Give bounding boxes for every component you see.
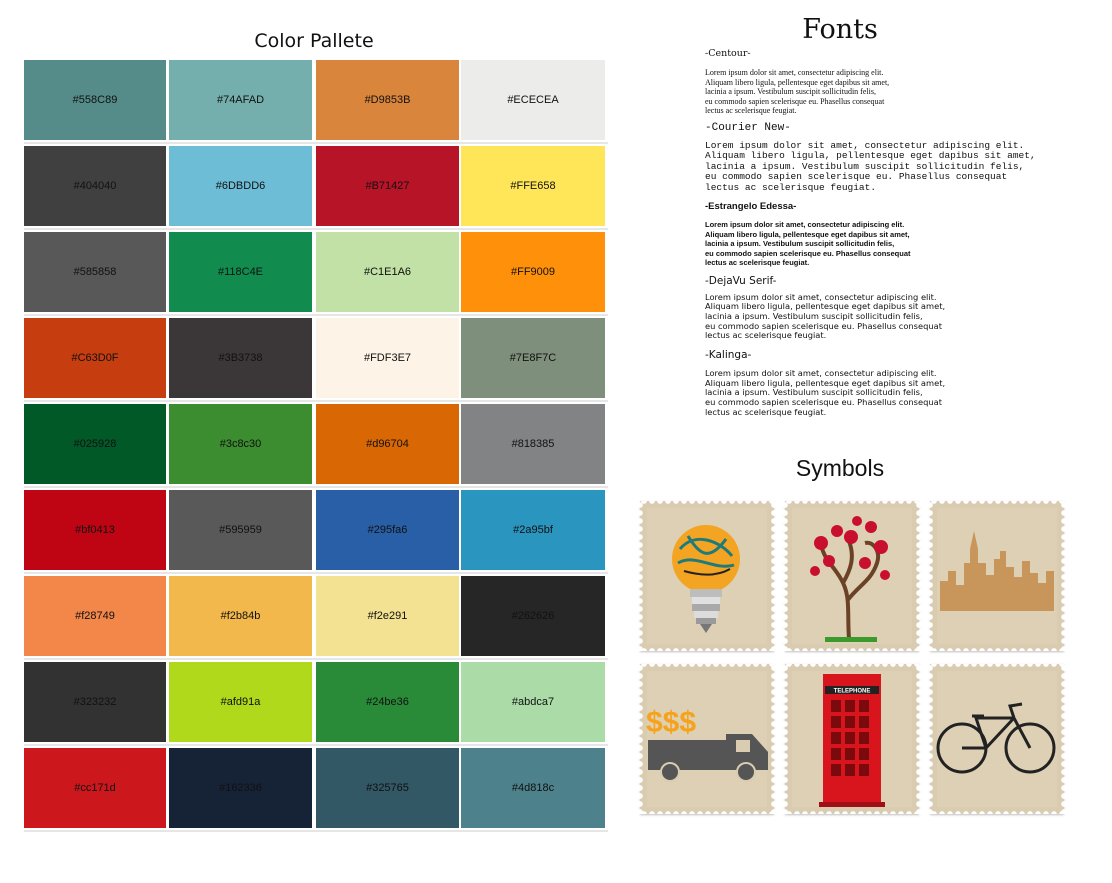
- color-swatch: [24, 404, 166, 484]
- color-swatch: [24, 662, 166, 742]
- font-sample-text: [705, 68, 1100, 116]
- palette-row: [24, 318, 608, 404]
- font-sample-line: Aliquam libero ligula, pellentesque eget dapibus sit amet,: [705, 377, 946, 388]
- color-swatch-label: #818385: [511, 438, 555, 450]
- bicycle-icon: [930, 664, 1064, 814]
- color-swatch-label: #262626: [511, 610, 555, 622]
- font-sample-line: Aliquam libero ligula, pellentesque eget dapibus sit amet,: [705, 150, 1036, 161]
- color-swatch-label: #2a95bf: [513, 524, 553, 536]
- font-sample-line: lacinia a ipsum. Vestibulum suscipit sollicitudin felis,: [705, 160, 1025, 172]
- color-swatch-label: #abdca7: [511, 696, 555, 708]
- color-swatch-label: #FDF3E7: [363, 352, 412, 364]
- palette-title: Color Pallete: [254, 30, 374, 52]
- telephone-sign: TELEPHONE: [833, 688, 871, 695]
- color-swatch-label: #118C4E: [217, 266, 264, 278]
- color-swatch: [316, 318, 459, 398]
- font-sample-line: eu commodo sapien scelerisque eu. Phasellus consequat: [705, 248, 911, 258]
- color-swatch-label: #bf0413: [75, 524, 115, 536]
- font-sample-name: -Kalinga-: [705, 349, 752, 362]
- color-swatch-label: #585858: [73, 266, 117, 278]
- font-sample-text: [705, 141, 1100, 194]
- font-sample-line: lacinia a ipsum. Vestibulum suscipit sollicitudin felis,: [705, 310, 923, 321]
- color-swatch: [169, 318, 312, 398]
- palette-row: [24, 662, 608, 748]
- color-swatch-label: #595959: [219, 524, 262, 536]
- font-sample-line: lectus ac scelerisque feugiat.: [705, 106, 797, 115]
- font-sample-name: -Centour-: [705, 48, 751, 59]
- color-swatch: [24, 490, 166, 570]
- font-sample-centour: [705, 48, 1100, 116]
- font-sample-text: [705, 293, 1100, 342]
- font-sample-dejavu: [705, 275, 1100, 342]
- font-sample-line: lacinia a ipsum. Vestibulum suscipit sollicitudin felis,: [705, 239, 895, 248]
- font-sample-line: Lorem ipsum dolor sit amet, consectetur adipiscing elit.: [705, 291, 937, 302]
- color-swatch: [169, 404, 312, 484]
- city-skyline-icon: [930, 501, 1064, 651]
- color-swatch: [461, 576, 605, 656]
- color-swatch: [461, 60, 605, 140]
- color-swatch: [24, 318, 166, 398]
- color-swatch-label: #6DBDD6: [215, 180, 266, 192]
- color-swatch: [316, 232, 459, 312]
- stamp-light-bulb: [640, 501, 774, 651]
- color-swatch-label: #B71427: [365, 180, 410, 192]
- font-sample-line: lectus ac scelerisque feugiat.: [705, 330, 827, 341]
- truck-dollar-signs: $$$: [646, 706, 697, 739]
- font-sample-name: -Courier New-: [705, 121, 791, 134]
- color-swatch-label: #C63D0F: [71, 352, 119, 364]
- font-sample-line: eu commodo sapien scelerisque eu. Phasellus consequat: [705, 320, 942, 331]
- color-swatch-label: #FFE658: [510, 180, 556, 192]
- palette-row: [24, 146, 608, 232]
- font-sample-line: Aliquam libero ligula, pellentesque eget dapibus sit amet,: [705, 77, 890, 87]
- color-swatch-label: #4d818c: [511, 782, 555, 794]
- stamp-tree: [785, 501, 919, 651]
- color-swatch: [316, 490, 459, 570]
- color-swatch-label: #f2b84b: [220, 610, 261, 622]
- color-swatch-label: #558C89: [72, 94, 118, 106]
- color-swatch-label: #FF9009: [510, 266, 556, 278]
- color-swatch: [24, 748, 166, 828]
- color-swatch: [169, 60, 312, 140]
- palette-row: [24, 404, 608, 490]
- palette-row: [24, 232, 608, 318]
- symbols-grid: [640, 498, 1064, 870]
- color-swatch-label: #7E8F7C: [509, 352, 557, 364]
- color-swatch-label: #3B3738: [218, 352, 263, 364]
- font-sample-line: Lorem ipsum dolor sit amet, consectetur adipiscing elit.: [705, 139, 1025, 151]
- font-sample-line: lectus ac scelerisque feugiat.: [705, 258, 810, 267]
- color-swatch-label: #025928: [73, 438, 117, 450]
- color-swatch: [461, 662, 605, 742]
- color-swatch: [316, 146, 459, 226]
- color-swatch: [316, 576, 459, 656]
- color-swatch-label: #74AFAD: [216, 94, 265, 106]
- color-swatch: [316, 404, 459, 484]
- color-swatch: [24, 60, 166, 140]
- color-swatch: [24, 576, 166, 656]
- stamp-telephone-booth: [785, 664, 919, 814]
- color-swatch: [461, 232, 605, 312]
- color-swatch: [316, 662, 459, 742]
- color-swatch-label: #cc171d: [74, 782, 116, 794]
- light-bulb-icon: [640, 501, 774, 651]
- font-sample-line: Lorem ipsum dolor sit amet, consectetur adipiscing elit.: [705, 68, 884, 77]
- font-sample-text: [705, 220, 1100, 268]
- stamp-bicycle: [930, 664, 1064, 814]
- stamp-city-skyline: [930, 501, 1064, 651]
- font-sample-line: Aliquam libero ligula, pellentesque eget dapibus sit amet,: [705, 229, 910, 239]
- color-swatch-label: #d96704: [366, 438, 409, 450]
- color-swatch-label: #afd91a: [220, 696, 261, 708]
- color-swatch: [24, 232, 166, 312]
- font-sample-kalinga: [705, 349, 1100, 418]
- telephone-booth-icon: [785, 664, 919, 814]
- font-sample-name: -Estrangelo Edessa-: [705, 201, 797, 212]
- symbols-title: Symbols: [795, 455, 885, 481]
- font-sample-line: lacinia a ipsum. Vestibulum suscipit sollicitudin felis,: [705, 87, 876, 96]
- color-swatch: [169, 146, 312, 226]
- font-sample-line: Lorem ipsum dolor sit amet, consectetur adipiscing elit.: [705, 368, 937, 379]
- font-sample-line: eu commodo sapien scelerisque eu. Phasellus consequat: [705, 171, 1008, 182]
- tree-icon: [785, 501, 919, 651]
- color-swatch: [316, 748, 459, 828]
- font-sample-line: eu commodo sapien scelerisque eu. Phasellus consequat: [705, 96, 885, 106]
- color-palette-grid: [24, 60, 608, 834]
- font-sample-name: -DejaVu Serif-: [705, 274, 777, 287]
- fonts-title: Fonts: [802, 14, 878, 45]
- color-swatch: [461, 318, 605, 398]
- color-swatch-label: #325765: [366, 782, 409, 794]
- color-swatch-label: #f28749: [75, 610, 115, 622]
- stamp-money-truck: [640, 664, 774, 814]
- color-swatch-label: #162336: [219, 782, 262, 794]
- font-sample-text: [705, 369, 1100, 418]
- font-sample-line: lectus ac scelerisque feugiat.: [705, 181, 877, 193]
- color-swatch: [461, 404, 605, 484]
- color-swatch-label: #295fa6: [367, 524, 408, 536]
- color-swatch-label: #f2e291: [367, 610, 408, 622]
- color-swatch-label: #404040: [73, 180, 117, 192]
- color-swatch: [169, 490, 312, 570]
- color-swatch-label: #C1E1A6: [363, 266, 412, 278]
- palette-row: [24, 60, 608, 146]
- font-sample-courier: [705, 122, 1100, 194]
- palette-row: [24, 748, 608, 834]
- palette-row: [24, 576, 608, 662]
- color-swatch: [169, 232, 312, 312]
- color-swatch-label: #3c8c30: [219, 438, 262, 450]
- font-sample-line: lacinia a ipsum. Vestibulum suscipit sollicitudin felis,: [705, 387, 923, 398]
- color-swatch: [24, 146, 166, 226]
- color-swatch: [169, 576, 312, 656]
- color-swatch: [461, 146, 605, 226]
- font-sample-line: Lorem ipsum dolor sit amet, consectetur adipiscing elit.: [705, 220, 905, 229]
- color-swatch-label: #D9853B: [364, 94, 411, 106]
- font-sample-line: Aliquam libero ligula, pellentesque eget dapibus sit amet,: [705, 301, 946, 312]
- money-truck-icon: [640, 664, 774, 814]
- palette-row: [24, 490, 608, 576]
- font-sample-estrangelo: [705, 201, 1100, 268]
- font-sample-line: eu commodo sapien scelerisque eu. Phasellus consequat: [705, 397, 942, 408]
- font-samples: [705, 48, 1100, 418]
- color-swatch: [316, 60, 459, 140]
- color-swatch: [461, 490, 605, 570]
- color-swatch: [169, 748, 312, 828]
- font-sample-line: lectus ac scelerisque feugiat.: [705, 406, 827, 417]
- color-swatch: [169, 662, 312, 742]
- color-swatch: [461, 748, 605, 828]
- color-swatch-label: #323232: [73, 696, 117, 708]
- color-swatch-label: #ECECEA: [507, 94, 559, 106]
- color-swatch-label: #24be36: [366, 696, 409, 708]
